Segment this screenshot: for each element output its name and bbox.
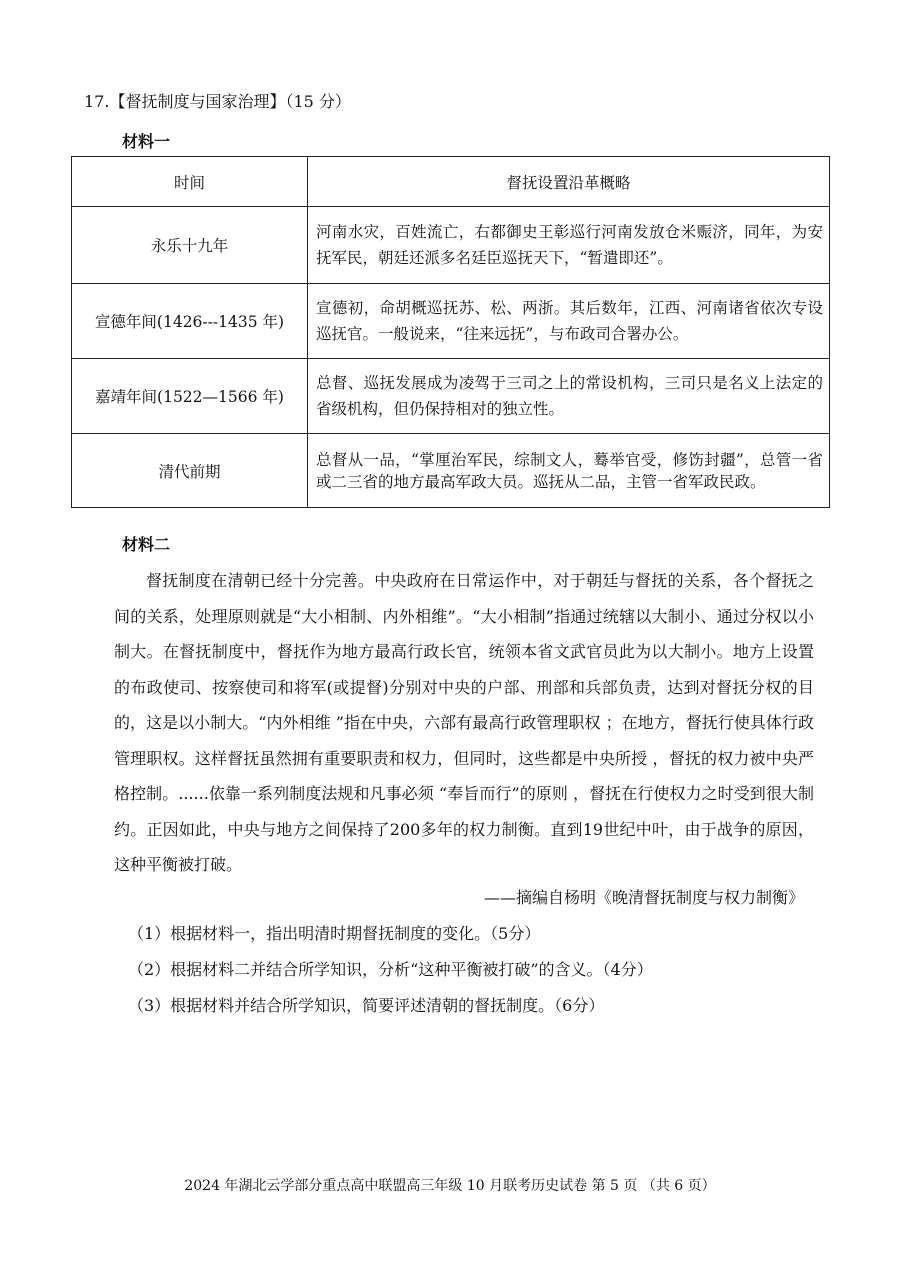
- summary-cell: 总督从一品，“掌厘治军民，综制文人，蓦举官受，修饬封疆”，总管一省或二三省的地方最高军政大员。巡抚从二品，主管一省军政民政。: [308, 434, 830, 508]
- period-cell: 嘉靖年间(1522—1566 年): [72, 359, 308, 434]
- material-two-label: 材料二: [122, 535, 171, 554]
- source-citation: ——摘编自杨明《晚清督抚制度与权力制衡》: [483, 888, 804, 907]
- column-header-summary: 督抚设置沿革概略: [308, 157, 830, 207]
- sub-question-2: （2）根据材料二并结合所学知识，分析“这种平衡被打破”的含义。（4分）: [128, 960, 653, 979]
- summary-cell: 河南水灾，百姓流亡，右都御史王彰巡行河南发放仓米赈济，同年，为安抚军民，朝廷还派多名廷臣巡抚天下，“暂遣即还”。: [308, 207, 830, 284]
- summary-cell: 总督、巡抚发展成为凌驾于三司之上的常设机构，三司只是名义上法定的省级机构，但仍保持相对的独立性。: [308, 359, 830, 434]
- period-cell: 清代前期: [72, 434, 308, 508]
- sub-question-3: （3）根据材料并结合所学知识，简要评述清朝的督抚制度。（6分）: [128, 996, 605, 1015]
- material-one-label: 材料一: [122, 132, 171, 151]
- table-row: [72, 434, 830, 508]
- table-header-row: [72, 157, 830, 207]
- page-footer: 2024 年湖北云学部分重点高中联盟高三年级 10 月联考历史试卷 第 5 页 （共 6 页）: [184, 1178, 716, 1194]
- material-two-passage: 督抚制度在清朝已经十分完善。中央政府在日常运作中，对于朝廷与督抚的关系，各个督抚之间的关系，处理原则就是“大小相制、内外相维”。“大小相制”指通过统辖以大制小、通过分权以小制大。在督抚制度中，督抚作为地方最高行政长官，统领本省文武官员此为以大制小。地方上设置的布政使司、按察使司和将军(或提督)分别对中央的户部、刑部和兵部负责，达到对督抚分权的目的，这是以小制大。“内外相维 ”指在中央，六部有最高行政管理职权 ；在地方，督抚行使具体行政管理职权。这样督抚虽然拥有重要职责和权力，但同时，这些都是中央所授 ，督抚的权力被中央严格控制。......依靠一系列制度法规和凡事必须 “奉旨而行”的原则 ，督抚在行使权力之时受到很大制约。正因如此，中央与地方之间保持了200多年的权力制衡。直到19世纪中叶，由于战争的原因，这种平衡被打破。: [114, 571, 814, 874]
- evolution-table: [71, 156, 830, 508]
- table-row: [72, 359, 830, 434]
- table-row: [72, 284, 830, 359]
- table-row: [72, 207, 830, 284]
- period-cell: 永乐十九年: [72, 207, 308, 284]
- summary-cell: 宣德初，命胡概巡抚苏、松、两浙。其后数年，江西、河南诸省依次专设巡抚官。一般说来，“往来远抚”，与布政司合署办公。: [308, 284, 830, 359]
- column-header-period: 时间: [72, 157, 308, 207]
- period-cell: 宣德年间(1426---1435 年): [72, 284, 308, 359]
- sub-question-1: （1）根据材料一，指出明清时期督抚制度的变化。（5分）: [128, 924, 541, 943]
- question-title: 17.【督抚制度与国家治理】（15 分）: [84, 92, 351, 111]
